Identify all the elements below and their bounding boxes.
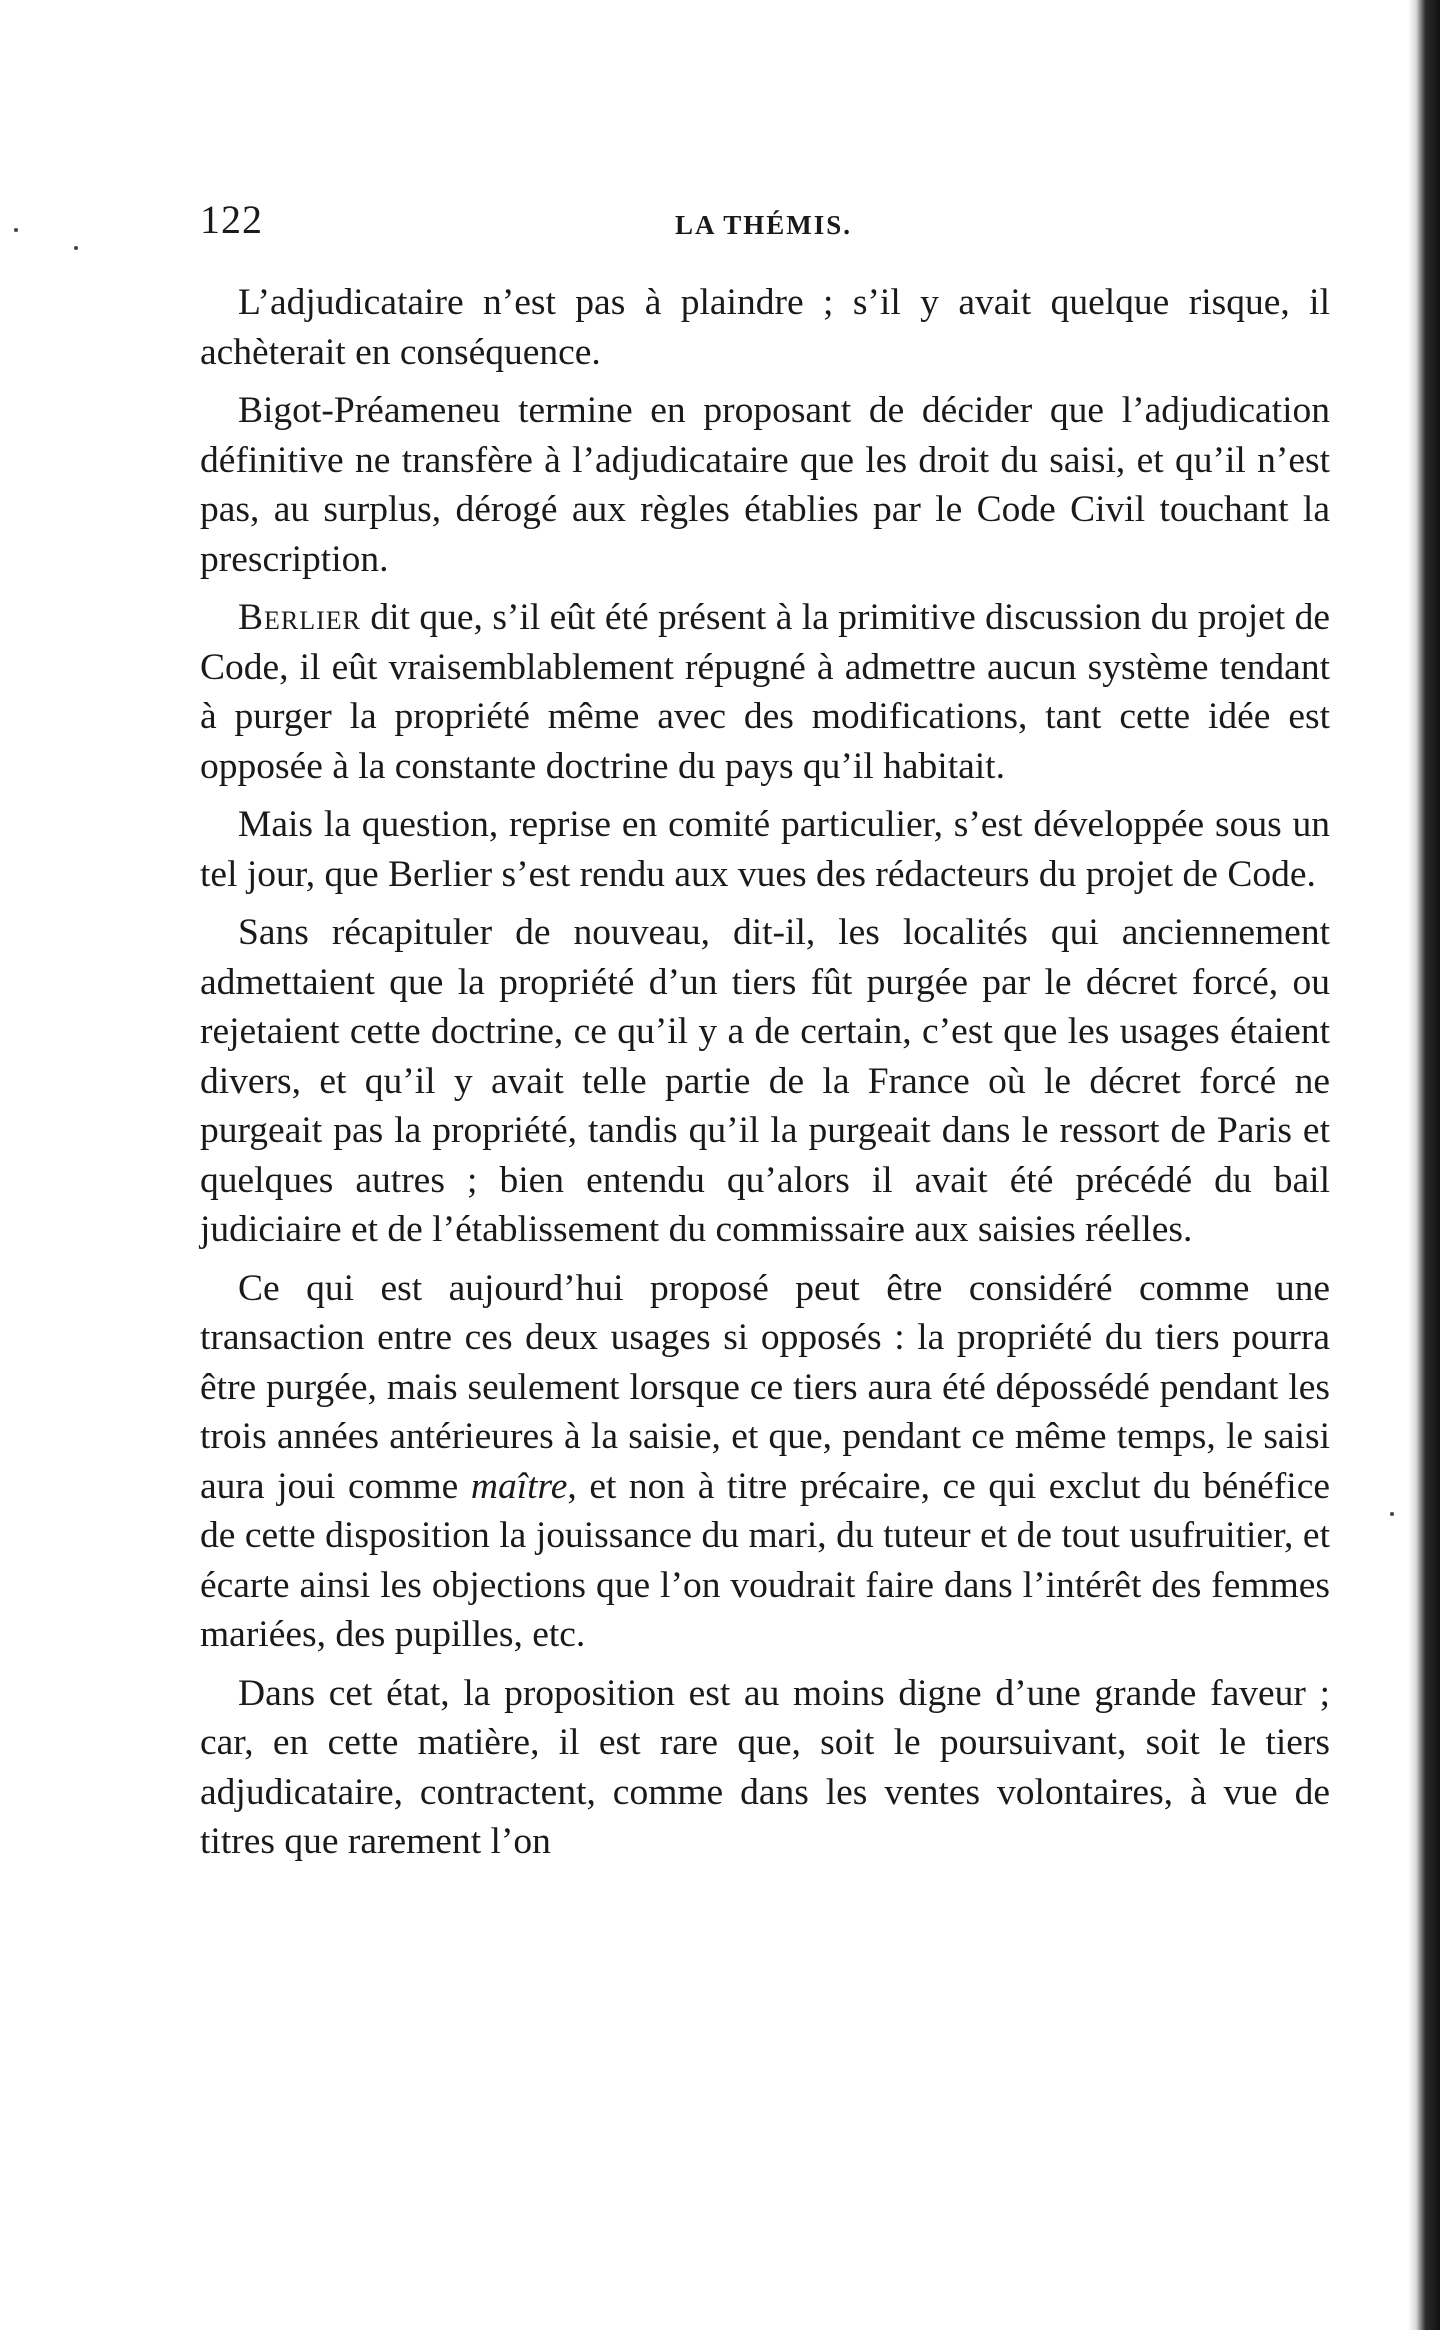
scan-speck	[14, 228, 18, 232]
scan-speck	[74, 246, 78, 250]
paragraph: Sans récapituler de nouveau, dit-il, les localités qui anciennement admettaient que la propriété d’un tiers fût purgée par le décret forcé, ou rejetaient cette doctrine, ce qu’il y a de certain, c’est que les usages étaient divers, et qu’il y avait telle partie de la France où le décret forcé ne purgeait pas la propriété, tandis qu’il la purgeait dans le ressort de Paris et quelques autres ; bien entendu qu’alors il avait été précédé du bail judiciaire et de l’établissement du commissaire aux saisies réelles.	[200, 912, 1330, 1250]
paragraph: L’adjudicataire n’est pas à plaindre ; s’il y avait quelque risque, il achèterait en conséquence.	[200, 282, 1330, 373]
running-head: LA THÉMIS.	[675, 210, 853, 240]
paragraph: Dans cet état, la proposition est au moins digne d’une grande faveur ; car, en cette matière, il est rare que, soit le poursuivant, soit le tiers adjudicataire, contractent, comme dans les ventes volontaires, à vue de titres que rarement l’on	[200, 1672, 1330, 1862]
paragraph	[200, 1264, 1330, 1660]
page-header	[200, 196, 1330, 256]
paragraph	[200, 593, 1330, 791]
body-text	[200, 278, 1330, 1876]
paragraph-text: Ce qui est aujourd’hui proposé peut être considéré comme une transaction entre ces deux usages si opposés : la propriété du tiers pourra être purgée, mais seulement lorsque ce tiers aura été dépossédé pendant les trois années antérieures à la saisie, et que, pendant ce même temps, le saisi aura joui comme	[200, 1267, 1330, 1507]
paragraph-text: dit que, s’il eût été présent à la primitive discussion du projet de Code, il eût vraisemblablement répugné à admettre aucun système tendant à purger la propriété même avec des modifications, tant cette idée est opposée à la constante doctrine du pays qu’il habitait.	[200, 597, 1330, 787]
paragraph: Bigot-Préameneu termine en proposant de décider que l’adjudication définitive ne transfère à l’adjudicataire que les droit du saisi, et qu’il n’est pas, au surplus, dérogé aux règles établies par le Code Civil touchant la prescription.	[200, 390, 1330, 580]
paragraph: Mais la question, reprise en comité particulier, s’est développée sous un tel jour, que Berlier s’est rendu aux vues des rédacteurs du projet de Code.	[200, 804, 1330, 895]
italic-term: maître	[470, 1465, 568, 1507]
scan-binding-edge	[1408, 0, 1440, 2330]
scan-speck	[1390, 1512, 1394, 1516]
speaker-name: Berlier	[238, 597, 361, 638]
page-number: 122	[200, 197, 263, 242]
paragraph-text: , et non à titre précaire, ce qui exclut du bénéfice de cette disposition la jouissance du mari, du tuteur et de tout usufruitier, et écarte ainsi les objections que l’on voudrait faire dans l’intérêt des femmes mariées, des pupilles, etc.	[200, 1465, 1330, 1655]
